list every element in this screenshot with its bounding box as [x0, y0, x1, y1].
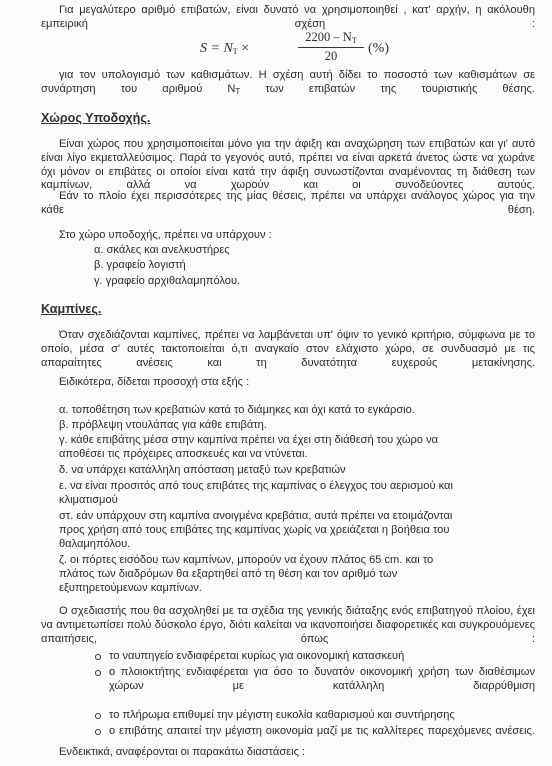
list-item: α. τοποθέτηση των κρεβατιών κατά το διάμηκες και όχι κατά το εγκάρσιο. [59, 404, 415, 416]
cabins-paragraph-1: Όταν σχεδιάζονται καμπίνες, πρέπει να λαμβάνεται υπ' όψιν το γενικό κριτήριο, σύμφωνα με το οποίο, μέσα σ' αυτές τακτοποιείται ό,τι αναγκαίο στον ελάχιστο χώρο, σε συνδυασμό με τις απαραίτητες ανέσεις και τη δυνατότητα ευχερούς μετακίνησης. [41, 329, 535, 369]
bullet-icon [95, 713, 101, 719]
empirical-formula [200, 30, 420, 68]
requirements-list [95, 650, 535, 754]
bullet-icon [95, 729, 101, 735]
list-item: γ. κάθε επιβάτης μέσα στην καμπίνα πρέπει να έχει στη διάθεσή του χώρο να αποθέσει τις πρόχειρες αποσκευές και να ντύνεται. [59, 434, 439, 460]
formula-fraction [298, 30, 364, 64]
list-item: ο επιβάτης απαιτεί την μέγιστη οικονομία μαζί με τις καλλίτερες παρεχόμενες ανέσεις. [95, 725, 535, 753]
list-item: το ναυπηγείο ενδιαφέρεται κυρίως για οικονομική κατασκευή [95, 650, 535, 664]
formula-explanation: για τον υπολογισμό των καθισμάτων. Η σχέση αυτή δίδει το ποσοστό των καθισμάτων σε συνάρτηση του αριθμού $N_T$ των επιβατών της τουριστικής θέσης. [41, 69, 535, 96]
reception-paragraph-3: Στο χώρο υποδοχής, πρέπει να υπάρχουν : [59, 229, 272, 241]
cabins-paragraph-3: Ο σχεδιαστής που θα ασχοληθεί με τα σχέδια της γενικής διάταξης ενός επιβατηγού πλοίου, έχει να αντιμετωπίσει πολύ δύσκολο έργο, διότι καλείται να ικανοποιήσει διαφορετικές και συγκρουόμενες απαιτήσεις, όπως : [41, 605, 535, 645]
reception-paragraph-1: Είναι χώρος που χρησιμοποιείται μόνο για την άφιξη και αναχώρηση των επιβατών και γι' αυτό είναι λίγο εκμεταλλεύσιμος. Παρά το γεγονός αυτό, πρέπει να είναι αρκετά άνετος ώστε να χωράνε όχι μόνον οι επιβάτες οι οποίοι είναι κατά την άφιξη συνωστίζονται αναμένοντας τη διάθεση των καμπίνων, αλλά να χωρούν και οι συνοδεύοντες αυτούς. [41, 138, 535, 192]
formula-lhs: $S = N_T$ × [200, 41, 250, 56]
list-item: το πλήρωμα επιθυμεί την μέγιστη ευκολία καθαρισμού και συντήρησης [95, 709, 535, 723]
cabins-paragraph-2: Ειδικότερα, δίδεται προσοχή στα εξής : [59, 376, 250, 388]
bullet-icon [95, 670, 101, 676]
section-title-cabins: Καμπίνες. [41, 302, 102, 316]
intro-text: Για μεγαλύτερο αριθμό επιβατών, είναι δυνατό να χρησιμοποιηθεί , κατ' αρχήν, η ακόλουθη εμπειρική σχέση : [41, 4, 535, 30]
cabins-paragraph-4: Ενδεικτικά, αναφέρονται οι παρακάτω διαστάσεις : [59, 746, 306, 758]
formula-percent: (%) [368, 41, 389, 56]
section-title-reception: Χώρος Υποδοχής. [41, 111, 151, 125]
list-item: β. γραφείο λογιστή [94, 259, 186, 271]
list-item: ε. να είναι προσιτός από τους επιβάτες της καμπίνας ο έλεγχος του αερισμού και κλιματισμού [59, 480, 453, 506]
bullet-icon [95, 654, 101, 660]
list-item: ο πλοιοκτήτης ενδιαφέρεται για όσο το δυνατόν οικονομική χρήση των διαθέσιμων χώρων με κατάλληλη διαρρύθμιση [95, 666, 535, 707]
list-item: α. σκάλες και ανελκυστήρες [94, 244, 230, 256]
formula-numerator: $2200 - N_T$ [298, 30, 364, 48]
reception-paragraph-2: Εάν το πλοίο έχει περισσότερες της μίας θέσεις, πρέπει να υπάρχει ανάλογος χώρος για την κάθε θέση. [41, 190, 535, 216]
list-item: στ. εάν υπάρχουν στη καμπίνα ανοιγμένα κρεβάτια, αυτά πρέπει να ετοιμάζονται προς χρήση από τους επιβάτες της καμπίνας χωρίς να χρειάζεται η βοήθεια του θαλαμηπόλου. [59, 510, 453, 550]
list-item: δ. να υπάρχει κατάλληλη απόσταση μεταξύ των κρεβατιών [59, 464, 346, 476]
list-item: γ. γραφείο αρχιθαλαμηπόλου. [94, 275, 241, 287]
list-item: ζ. οι πόρτες εισόδου των καμπίνων, μπορούν να έχουν πλάτος 65 cm. και το πλάτος των διαδρόμων θα εξαρτηθεί από τη θέση και τον αριθμό των εξυπηρετούμενων καμπίνων. [59, 554, 434, 594]
list-item: β. πρόβλεψη ντουλάπας για κάθε επιβάτη. [59, 419, 267, 431]
formula-denominator: 20 [324, 48, 338, 63]
